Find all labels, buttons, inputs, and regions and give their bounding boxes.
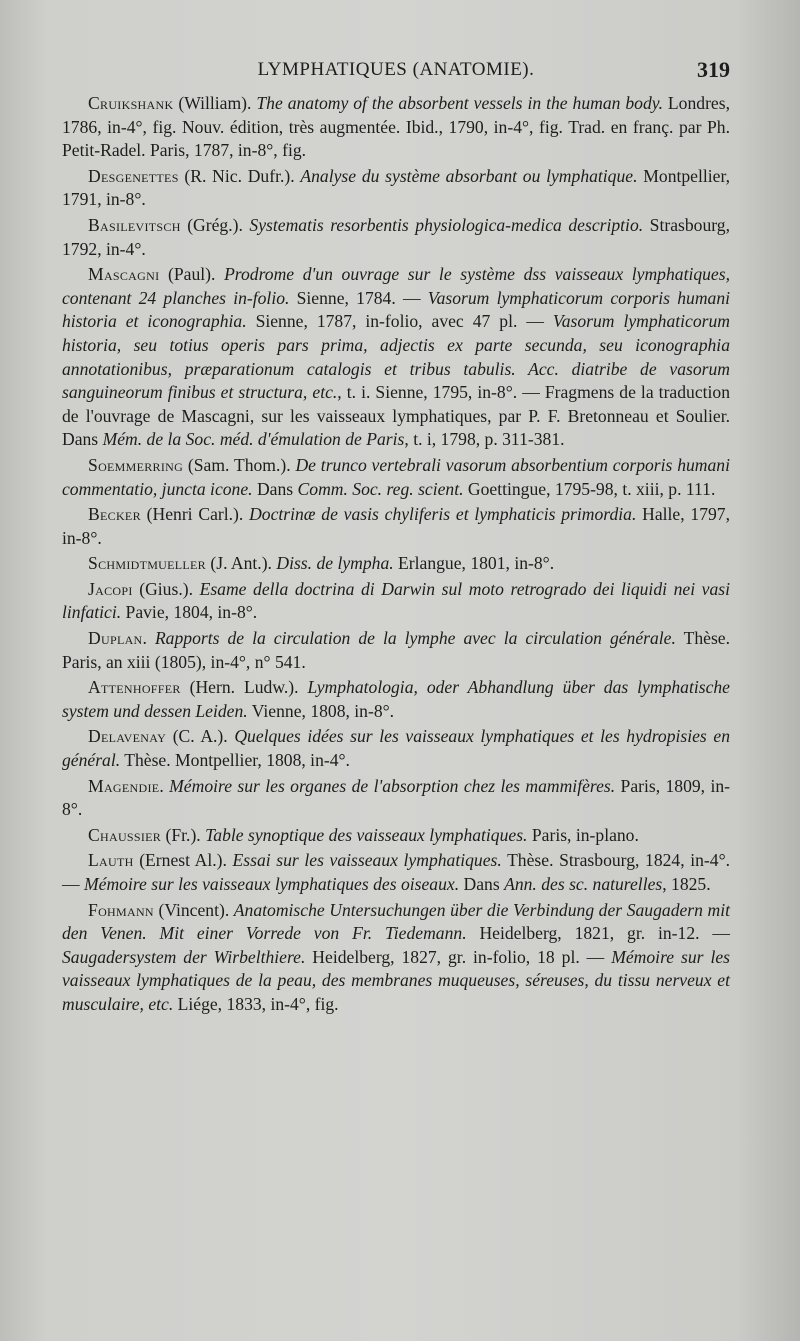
entry-author: Duplan [88,628,143,649]
entry-author: Soemmerring [88,454,184,475]
entry-text: (R. Nic. Dufr.). [178,165,301,186]
entry-title-text: Prodrome d'un ouvrage sur le système dss vaisseaux lymphatiques, contenant 24 planches in-folio. [62,264,730,308]
entry-text: Londres, 1786, in-4°, fig. Nouv. édition, très augmentée. Ibid., 1790, in-4°, fig. Trad. en franç. par Ph. Petit-Radel. Paris, 1787, in-8°, fig. [62,93,730,161]
entry-title-text: Ann. des sc. naturelles [504,874,663,894]
bibliography-entry [62,92,730,163]
entry-author: Lauth [88,850,134,871]
entry-title-text: Table synoptique des vaisseaux lymphatiques. [205,824,528,845]
entry-title-text: Doctrinæ de vasis chyliferis et lymphaticis primordia. [249,504,637,525]
entry-title-text: Esame della doctrina di Darwin sul moto retrogrado dei liquidi nei vasi linfatici. [62,578,730,623]
entry-title-text: Mémoire sur les vaisseaux lymphatiques de la peau, des membranes muqueuses, séreuses, du tissu nerveux et musculaire, etc. [62,946,730,1014]
entry-text: , 1825. [662,874,711,894]
bibliography-entry [62,899,730,1017]
entry-text: Thèse. Strasbourg, 1824, in-4°. — [62,850,730,894]
bibliography-entry [62,552,730,576]
bibliography-entry [62,725,730,772]
entry-text: Strasbourg, 1792, in-4°. [62,214,730,259]
entry-author: Chaussier [88,824,162,845]
entry-author: Mascagni [88,264,160,285]
entry-text: Goettingue, 1795-98, t. xiii, p. 111. [463,478,716,499]
bibliography-entry [62,263,730,452]
bibliography-entry [62,578,730,625]
entry-text: , t. i. Sienne, 1795, in-8°. — Fragmens de la traduction de l'ouvrage de Mascagni, sur les vaisseaux lymphatiques, par P. F. Bretonneau et Soulier. Dans [62,382,731,450]
bibliography-entry [62,214,730,261]
running-title: LYMPHATIQUES (ANATOMIE). [257,59,535,80]
entry-author: Basilevitsch [88,214,181,235]
entry-title-text: Mém. de la Soc. méd. d'émulation de Paris [102,429,405,450]
entry-text: (Ernest Al.). [133,850,233,871]
entry-text: (Gius.). [132,578,200,599]
entry-text: Sienne, 1787, in-folio, avec 47 pl. — [246,311,553,332]
entry-author: Attenhoffer [88,677,181,698]
entry-author: Delavenay [88,726,167,747]
entry-text: . [142,628,155,649]
entry-title-text: Systematis resorbentis physiologica-medica descriptio. [249,214,644,235]
entry-title-text: Analyse du système absorbant ou lymphatique. [300,165,638,186]
bibliography-entry [62,165,730,212]
entry-text: Montpellier, 1791, in-8°. [62,165,731,210]
entry-title-text: Rapports de la circulation de la lymphe avec la circulation générale. [154,628,676,649]
entry-title-text: Anatomische Untersuchungen über die Verbindung der Saugadern mit den Venen. Mit einer Vorrede von Fr. Tiedemann. [62,899,730,944]
page-header [62,57,730,85]
bibliography-entry [62,849,730,896]
entry-text: Paris, in-plano. [527,824,639,845]
entry-author: Cruikshank [88,93,174,113]
page-number: 319 [697,57,730,82]
entry-text: Dans [252,478,298,499]
entry-text: (William). [173,93,257,113]
bibliography-entry [62,676,730,723]
entry-text: (Paul). [159,264,225,285]
entry-title-text: Diss. de lympha. [276,553,394,574]
entry-title-text: Lymphatologia, oder Abhandlung über das lymphatische system und dessen Leiden. [62,677,730,721]
entry-text: Vienne, 1808, in-8°. [247,700,395,721]
entry-author: Schmidtmueller [88,553,206,574]
entry-text: Heidelberg, 1827, gr. in-folio, 18 pl. — [305,946,612,967]
entry-author: Magendie [88,775,160,796]
bibliography-entry [62,503,730,550]
entry-text: , t. i, 1798, p. 311-381. [404,429,565,450]
entry-text: (J. Ant.). [205,553,277,574]
entry-text: Thèse. Montpellier, 1808, in-4°. [120,750,350,771]
bibliography-entry [62,627,730,674]
entry-text: (Hern. Ludw.). [180,677,308,698]
entry-author: Jacopi [88,578,133,599]
bibliography-list [62,92,730,1019]
entry-title-text: The anatomy of the absorbent vessels in the human body. [256,93,663,113]
entry-title-text: Essai sur les vaisseaux lymphatiques. [232,850,502,871]
entry-title-text: Mémoire sur les organes de l'absorption chez les mammifères. [169,775,616,796]
entry-title-text: Comm. Soc. reg. scient. [297,478,464,499]
entry-author: Becker [88,504,141,525]
entry-text: (Fr.). [161,824,206,845]
entry-text: Sienne, 1784. — [289,287,428,308]
entry-text: Pavie, 1804, in-8°. [121,602,258,623]
entry-text: (Grég.). [180,214,250,235]
entry-title-text: Mémoire sur les vaisseaux lymphatiques des oiseaux. [84,874,460,894]
entry-title-text: Saugadersystem der Wirbelthiere. [62,946,306,967]
bibliography-entry [62,454,730,501]
bibliography-entry [62,775,730,822]
entry-text: (Sam. Thom.). [183,454,296,475]
entry-text: (Vincent). [153,899,234,920]
entry-text: Liége, 1833, in-4°, fig. [173,993,339,1014]
entry-text: . [159,775,170,796]
entry-text: (Henri Carl.). [140,504,250,525]
entry-text: Halle, 1797, in-8°. [62,504,730,548]
entry-text: Dans [459,874,505,894]
entry-text: Heidelberg, 1821, gr. in-12. — [466,923,730,944]
entry-text: Thèse. Paris, an xiii (1805), in-4°, n° 541. [62,628,731,672]
entry-text: Erlangue, 1801, in-8°. [393,553,555,574]
entry-title-text: Quelques idées sur les vaisseaux lymphatiques et les hydropisies en général. [62,726,730,771]
entry-text: (C. A.). [166,726,235,747]
entry-title-text: De trunco vertebrali vasorum absorbentium corporis humani commentatio, juncta icone. [62,454,730,499]
entry-text: Paris, 1809, in-8°. [62,775,730,820]
entry-title-text: Vasorum lymphaticorum corporis humani historia et iconographia. [62,287,731,332]
bibliography-entry [62,824,730,848]
entry-author: Fohmann [88,899,154,920]
entry-title-text: Vasorum lymphaticorum historia, seu totius operis pars prima, adjectis ex parte secunda, seu iconographia annotationibus, præparationum catalogis et tribus tabulis. Acc. diatribe de vasorum sanguineorum finibus et structura, etc. [62,311,730,403]
entry-author: Desgenettes [88,165,179,186]
